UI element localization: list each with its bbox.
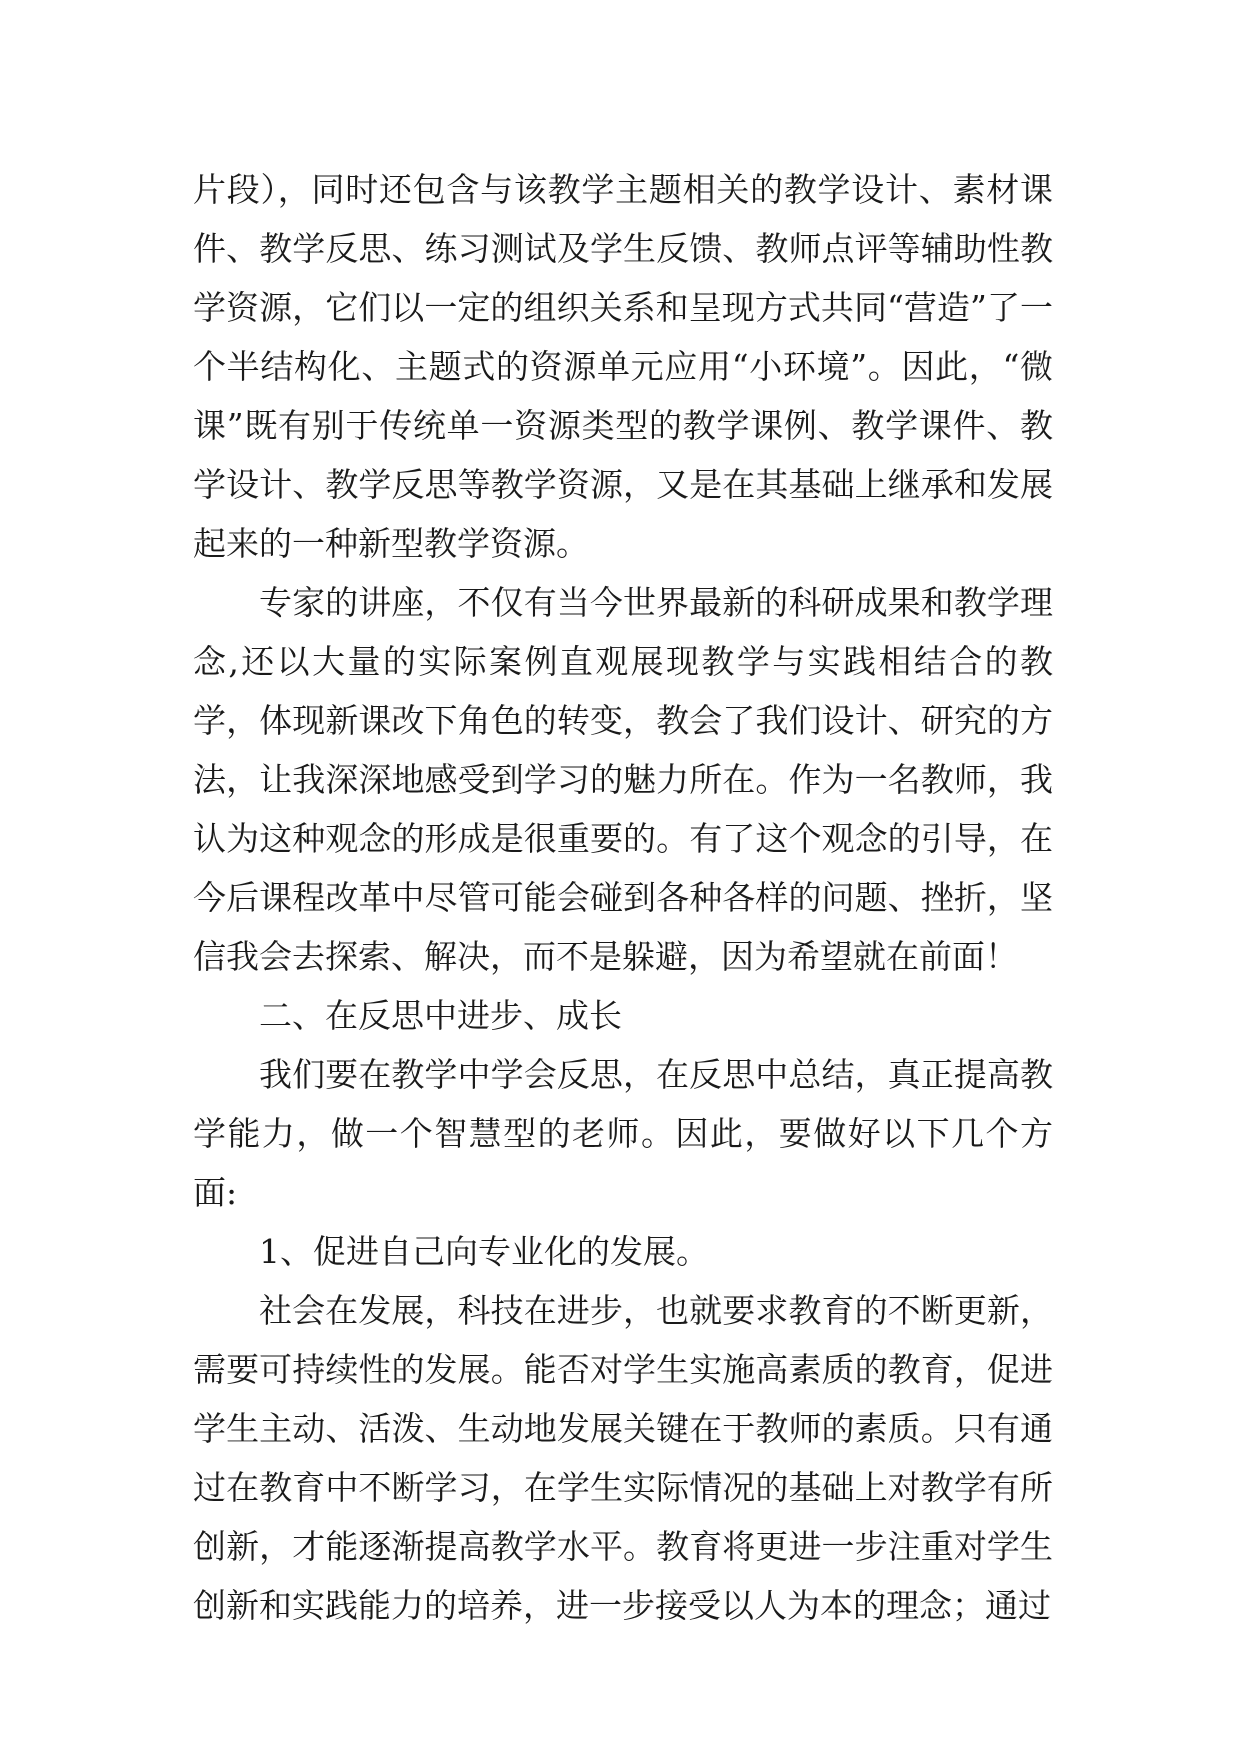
list-item-professional-development: 1、促进自己向专业化的发展。 [259, 1232, 709, 1271]
section-heading-reflection: 二、在反思中进步、成长 [259, 996, 622, 1035]
paragraph-reflection-intro: 我们要在教学中学会反思，在反思中总结，真正提高教学能力，做一个智慧型的老师。因此，要做好以下几个方面: [193, 1055, 1053, 1212]
paragraph-expert-lecture: 专家的讲座，不仅有当今世界最新的科研成果和教学理念,还以大量的实际案例直观展现教学与实践相结合的教学，体现新课改下角色的转变，教会了我们设计、研究的方法，让我深深地感受到学习的魅力所在。作为一名教师，我认为这种观念的形成是很重要的。有了这个观念的引导，在今后课程改革中尽管可能会碰到各种各样的问题、挫折，坚信我会去探索、解决，而不是躲避，因为希望就在前面！ [193, 583, 1053, 976]
paragraph-continuation: 片段），同时还包含与该教学主题相关的教学设计、素材课件、教学反思、练习测试及学生反馈、教师点评等辅助性教学资源，它们以一定的组织关系和呈现方式共同“营造”了一个半结构化、主题式的资源单元应用“小环境”。因此，“微课”既有别于传统单一资源类型的教学课例、教学课件、教学设计、教学反思等教学资源，又是在其基础上继承和发展起来的一种新型教学资源。 [193, 170, 1053, 563]
document-body [193, 160, 1053, 1635]
paragraph-society-development: 社会在发展，科技在进步，也就要求教育的不断更新，需要可持续性的发展。能否对学生实施高素质的教育，促进学生主动、活泼、生动地发展关键在于教师的素质。只有通过在教育中不断学习，在学生实际情况的基础上对教学有所创新，才能逐渐提高教学水平。教育将更进一步注重对学生创新和实践能力的培养，进一步接受以人为本的理念；通过 [193, 1291, 1053, 1625]
